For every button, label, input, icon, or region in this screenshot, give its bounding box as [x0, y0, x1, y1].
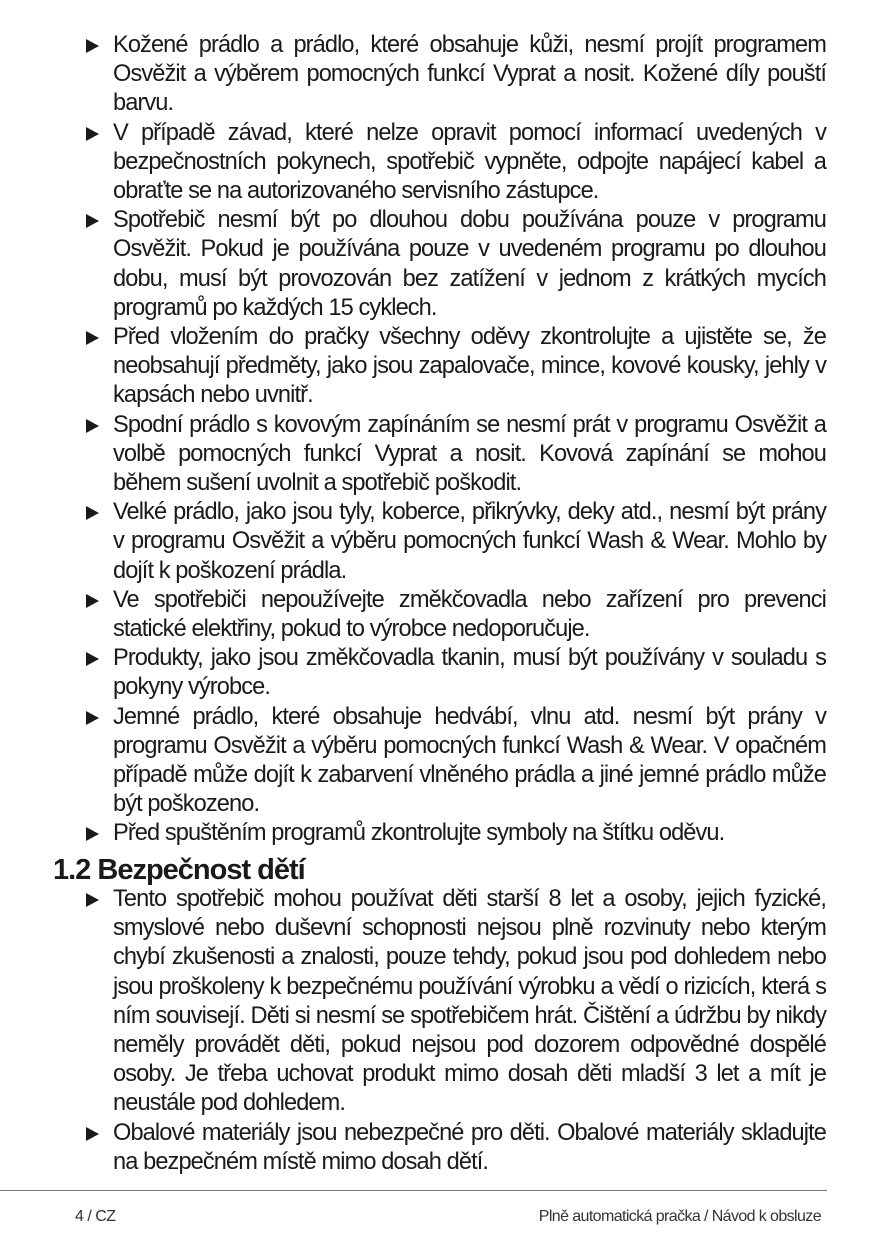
list-item [0, 1119, 874, 1177]
triangle-bullet-icon [86, 506, 99, 520]
triangle-bullet-icon [86, 711, 99, 725]
triangle-bullet-icon [86, 1127, 99, 1141]
list-item [0, 119, 874, 207]
list-item [0, 31, 874, 119]
safety-instructions-list [0, 31, 874, 849]
list-item [0, 819, 874, 848]
triangle-bullet-icon [86, 594, 99, 608]
triangle-bullet-icon [86, 214, 99, 228]
list-item [0, 644, 874, 702]
list-item [0, 885, 874, 1119]
list-item [0, 411, 874, 499]
child-safety-list [0, 885, 874, 1177]
list-item-text: Jemné prádlo, které obsahuje hedvábí, vlnu atd. nesmí být prány v programu Osvěžit a výběru pomocných funkcí Wash & Wear. V opačném případě může dojít k zabarvení vlněného prádla a jiné jemné prádlo může být poškozeno. [113, 703, 826, 818]
list-item-text: Spodní prádlo s kovovým zapínáním se nesmí prát v programu Osvěžit a volbě pomocných funkcí Vyprat a nosit. Kovová zapínání se mohou během sušení uvolnit a spotřebič poškodit. [113, 411, 826, 497]
list-item-text: Produkty, jako jsou změkčovadla tkanin, musí být používány v souladu s pokyny výrobce. [113, 645, 826, 701]
list-item-text: Před spuštěním programů zkontrolujte symboly na štítku oděvu. [113, 820, 725, 847]
triangle-bullet-icon [86, 652, 99, 666]
list-item-text: Tento spotřebič mohou používat děti starší 8 let a osoby, jejich fyzické, smyslové nebo duševní schopnosti nejsou plně rozvinuty nebo kterým chybí zkušenosti a znalosti, pouze tehdy, pokud jsou pod dohledem nebo jsou proškoleny k bezpečnému používání výrobku a vědí o rizicích, která s ním souvisejí. Děti si nesmí se spotřebičem hrát. Čištění a údržbu by nikdy neměly provádět děti, pokud nejsou pod dozorem odpovědné dospělé osoby. Je třeba uchovat produkt mimo dosah děti mladší 3 let a mít je neustále pod dohledem. [113, 886, 826, 1117]
list-item-text: Před vložením do pračky všechny oděvy zkontrolujte a ujistěte se, že neobsahují předměty, jako jsou zapalovače, mince, kovové kousky, jehly v kapsách nebo uvnitř. [113, 324, 826, 409]
list-item-text: Obalové materiály jsou nebezpečné pro děti. Obalové materiály skladujte na bezpečném místě mimo dosah dětí. [113, 1119, 826, 1175]
list-item [0, 703, 874, 820]
list-item-text: Kožené prádlo a prádlo, které obsahuje kůži, nesmí projít programem Osvěžit a výběrem pomocných funkcí Vyprat a nosit. Kožené díly pouští barvu. [113, 32, 826, 117]
triangle-bullet-icon [86, 827, 99, 841]
triangle-bullet-icon [86, 127, 99, 141]
list-item-text: Spotřebič nesmí být po dlouhou dobu používána pouze v programu Osvěžit. Pokud je používána pouze v uvedeném programu po dlouhou dobu, musí být provozován bez zatížení v jednom z krátkých mycích programů po každých 15 cyklech. [113, 207, 826, 321]
list-item-text: Velké prádlo, jako jsou tyly, koberce, přikrývky, deky atd., nesmí být prány v programu Osvěžit a výběru pomocných funkcí Wash & Wear. Mohlo by dojít k poškození prádla. [113, 499, 826, 584]
list-item-text: Ve spotřebiči nepoužívejte změkčovadla nebo zařízení pro prevenci statické elektřiny, pokud to výrobce nedoporučuje. [113, 586, 826, 643]
list-item-text: V případě závad, které nelze opravit pomocí informací uvedených v bezpečnostních pokynech, spotřebič vypněte, odpojte napájecí kabel a obraťte se na autorizovaného servisního zástupce. [113, 119, 826, 205]
list-item [0, 498, 874, 586]
triangle-bullet-icon [86, 419, 99, 433]
page-number: 4 / CZ [75, 1208, 116, 1225]
list-item [0, 586, 874, 644]
triangle-bullet-icon [86, 893, 99, 907]
footer-divider [0, 1190, 827, 1191]
footer-title: Plně automatická pračka / Návod k obsluze [538, 1208, 821, 1225]
triangle-bullet-icon [86, 331, 99, 345]
section-heading: 1.2 Bezpečnost dětí [53, 854, 305, 886]
triangle-bullet-icon [86, 39, 99, 53]
list-item [0, 206, 874, 323]
list-item [0, 323, 874, 411]
